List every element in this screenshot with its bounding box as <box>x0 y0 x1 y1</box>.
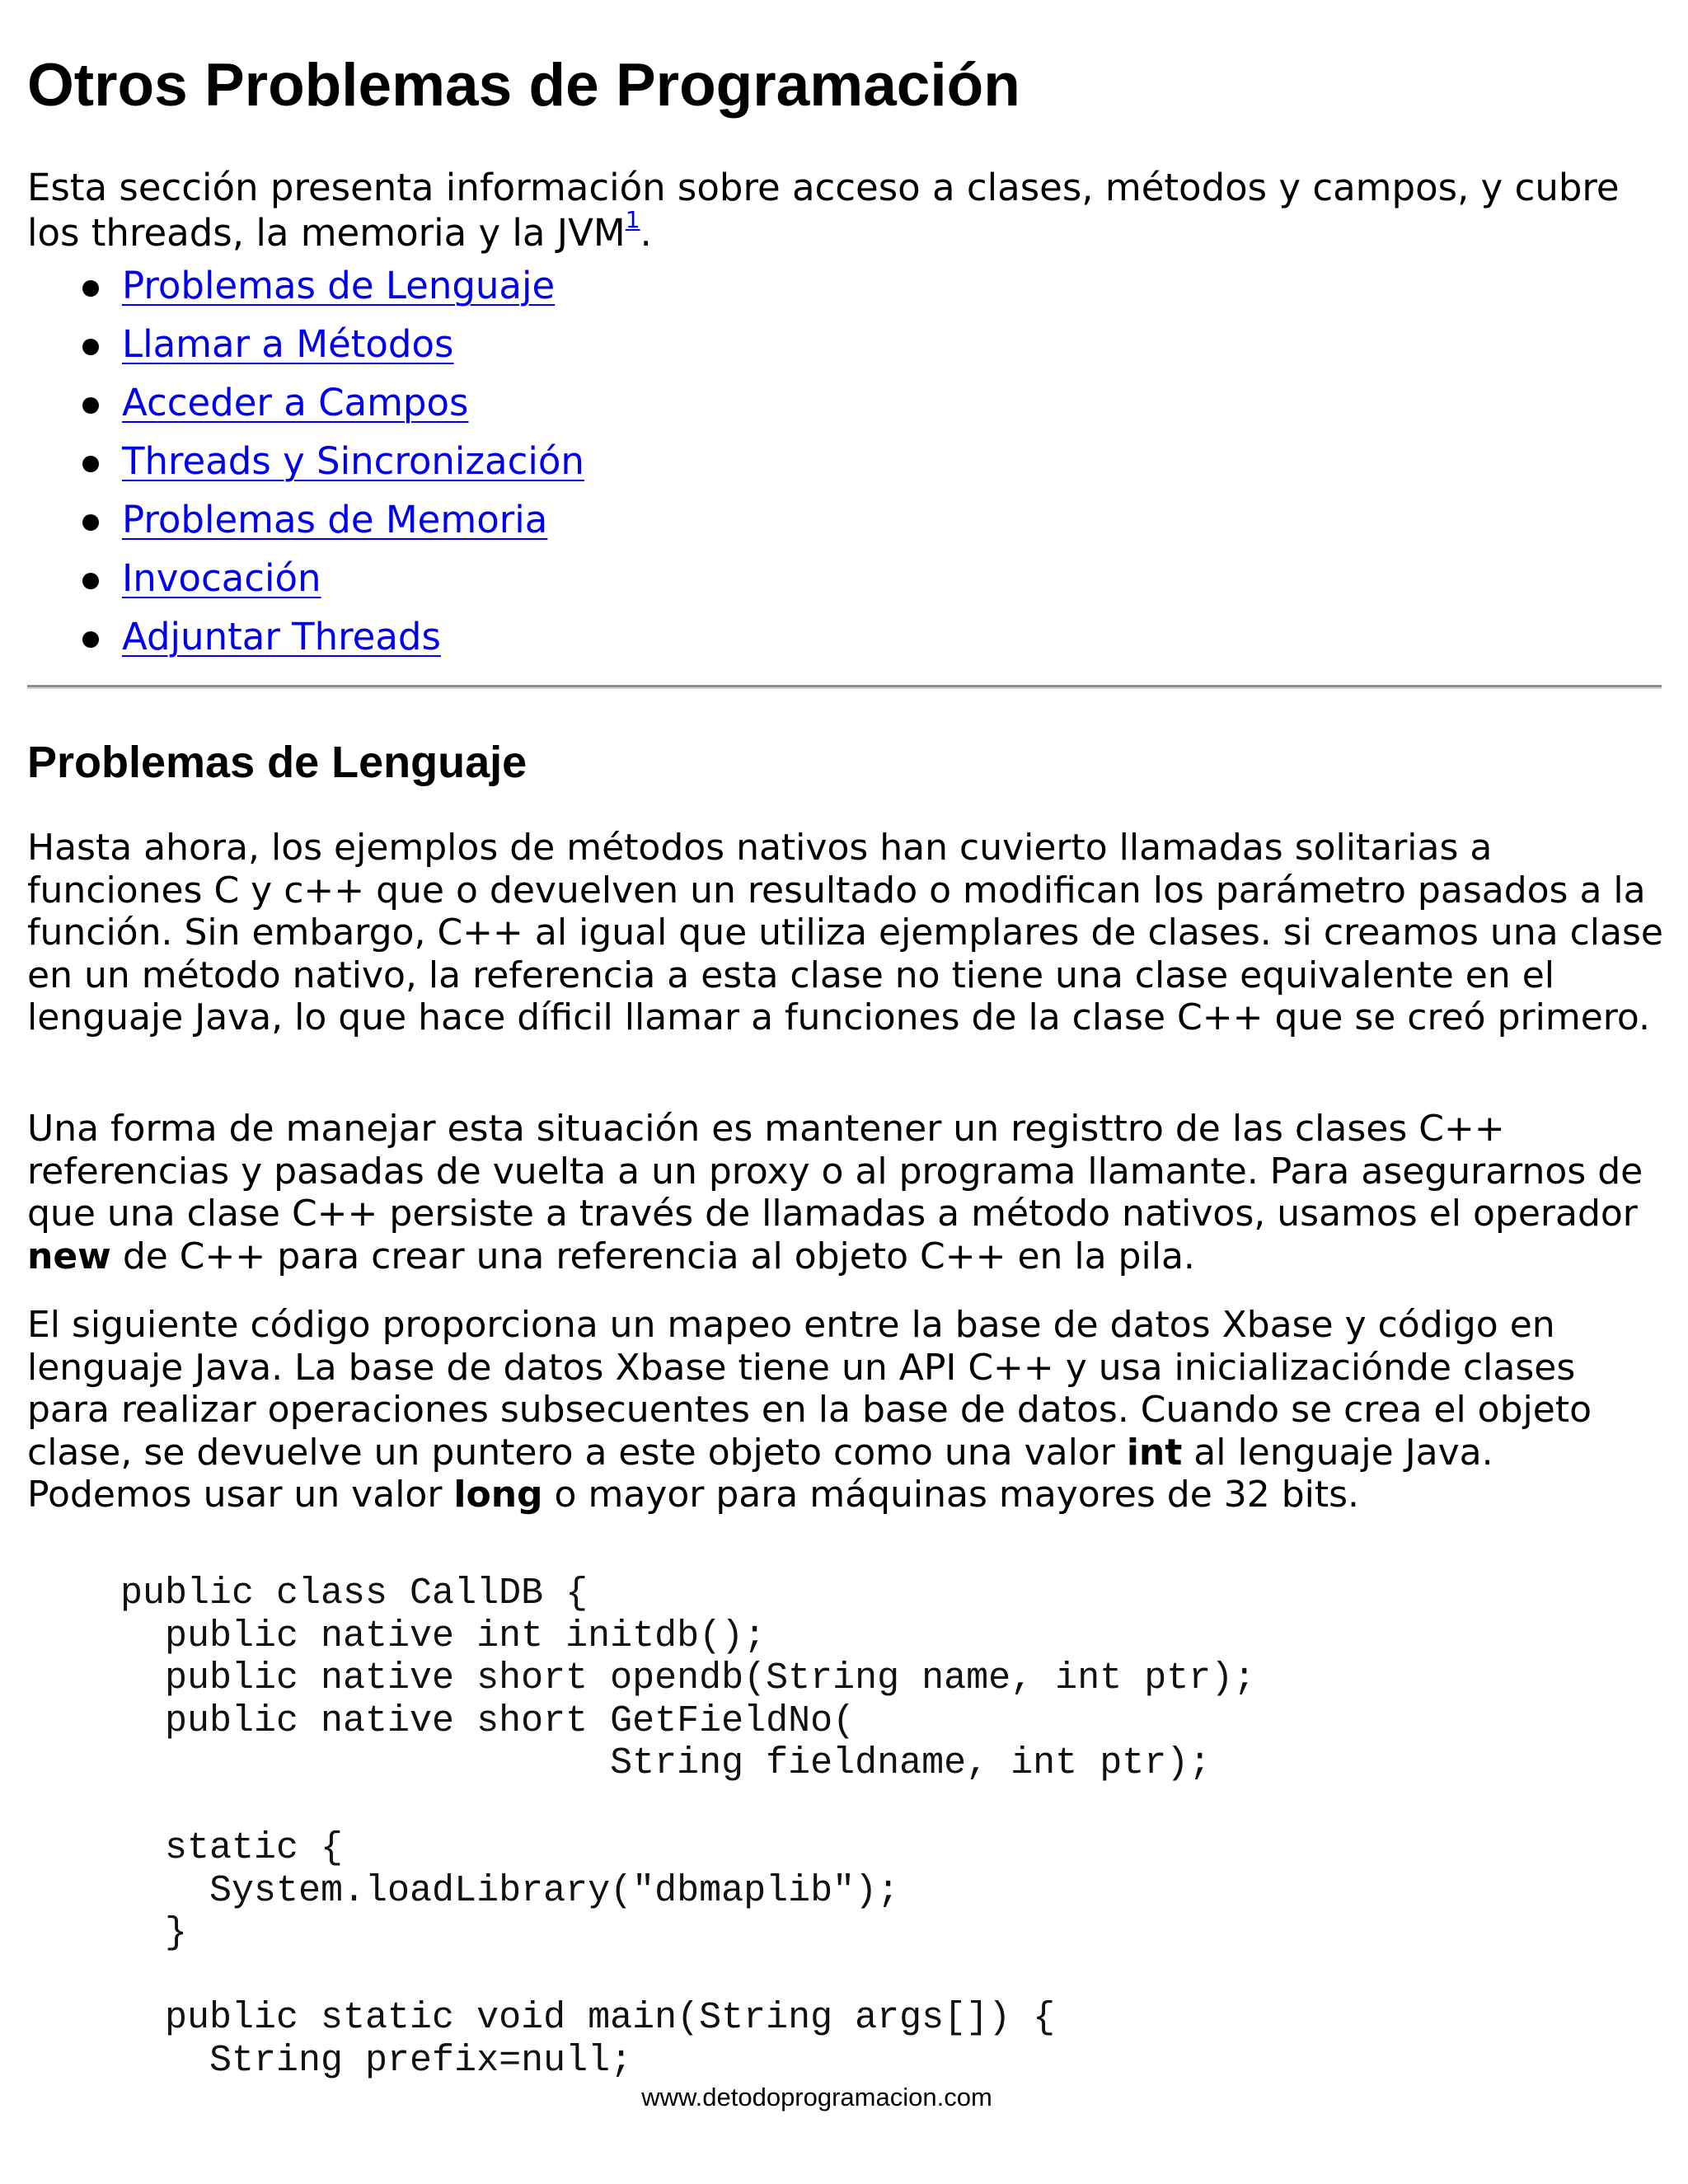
horizontal-divider <box>27 685 1662 689</box>
toc-item <box>27 319 584 377</box>
toc-link-problemas-de-memoria[interactable]: Problemas de Memoria <box>122 498 548 541</box>
intro-paragraph <box>27 165 1667 255</box>
toc-item <box>27 436 584 494</box>
intro-text: Esta sección presenta información sobre acceso a clases, métodos y campos, y cubre los threads, la memoria y la JVM <box>27 166 1620 255</box>
keyword-int: int <box>1126 1431 1183 1474</box>
paragraph-3-text-b: al lenguaje Java. Podemos usar un valor <box>27 1431 1493 1516</box>
toc-item <box>27 612 584 670</box>
toc-link-problemas-de-lenguaje[interactable]: Problemas de Lenguaje <box>122 264 556 307</box>
paragraph-3 <box>27 1304 1667 1516</box>
footnote-link[interactable]: 1 <box>625 206 640 233</box>
keyword-long: long <box>453 1474 543 1516</box>
section-heading: Problemas de Lenguaje <box>27 738 528 787</box>
toc-item <box>27 494 584 553</box>
bullet-icon <box>82 456 99 472</box>
paragraph-2 <box>27 1108 1667 1277</box>
footer-url: www.detodoprogramacion.com <box>641 2083 992 2111</box>
paragraph-3-text-c: o mayor para máquinas mayores de 32 bits. <box>542 1474 1360 1516</box>
toc-link-acceder-a-campos[interactable]: Acceder a Campos <box>122 381 469 424</box>
toc-link-threads-y-sincronizacion[interactable]: Threads y Sincronización <box>122 439 584 483</box>
intro-trailing: . <box>640 211 652 255</box>
toc-item <box>27 377 584 436</box>
bullet-icon <box>82 514 99 531</box>
toc-link-llamar-a-metodos[interactable]: Llamar a Métodos <box>122 322 454 366</box>
paragraph-3-text-a: El siguiente código proporciona un mapeo entre la base de datos Xbase y código en lenguaje Java. La base de datos Xbase tiene un API C++ y usa inicializaciónde clases para realizar operaciones subsecuentes en la base de datos. Cuando se crea el objeto clase, se devuelve un puntero a este objeto como una valor <box>27 1304 1592 1474</box>
bullet-icon <box>82 339 99 355</box>
bullet-icon <box>82 631 99 648</box>
toc-item <box>27 260 584 319</box>
bullet-icon <box>82 397 99 414</box>
paragraph-1: Hasta ahora, los ejemplos de métodos nativos han cuvierto llamadas solitarias a funciones C y c++ que o devuelven un resultado o modifican los parámetro pasados a la función. Sin embargo, C++ al igual que utiliza ejemplares de clases. si creamos una clase en un método nativo, la referencia a esta clase no tiene una clase equivalente en el lenguaje Java, lo que hace díficil llamar a funciones de la clase C++ que se creó primero. <box>27 827 1663 1038</box>
paragraph-2-text-a: Una forma de manejar esta situación es mantener un registtro de las clases C++ referencias y pasadas de vuelta a un proxy o al programa llamante. Para asegurarnos de que una clase C++ persiste a través de llamadas a método nativos, usamos el operador <box>27 1108 1643 1235</box>
bullet-icon <box>82 280 99 297</box>
toc-item <box>27 553 584 612</box>
page-title: Otros Problemas de Programación <box>27 52 1020 119</box>
toc-link-invocacion[interactable]: Invocación <box>122 556 321 600</box>
bullet-icon <box>82 573 99 589</box>
code-block: public class CallDB { public native int initdb(); public native short opendb(String name, int ptr); public native short GetFieldNo( String fieldname, int ptr); static { System.loadLibrary("dbmaplib"); } public static void main(String args[]) { String prefix=null; <box>120 1572 1256 2082</box>
toc-link-adjuntar-threads[interactable]: Adjuntar Threads <box>122 615 441 658</box>
table-of-contents <box>27 260 584 670</box>
paragraph-2-text-b: de C++ para crear una referencia al objeto C++ en la pila. <box>110 1235 1195 1277</box>
keyword-new: new <box>27 1235 111 1277</box>
